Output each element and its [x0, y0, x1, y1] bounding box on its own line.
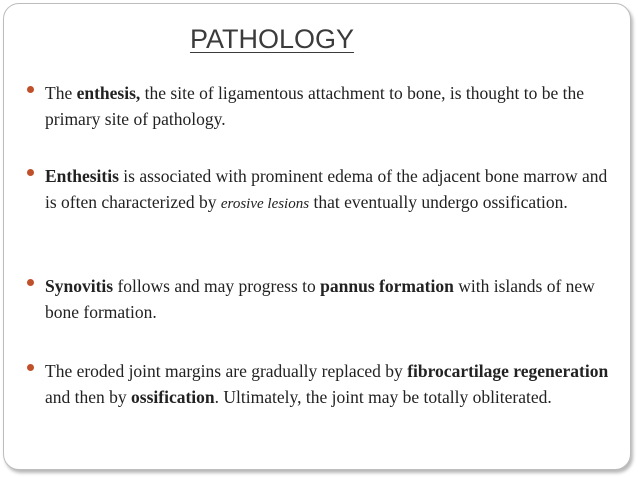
slide-title: [0, 22, 544, 56]
bullet-segment: fibrocartilage regeneration: [407, 361, 609, 381]
bullet-segment: enthesis,: [76, 83, 141, 103]
slide-title-text: PATHOLOGY: [189, 24, 355, 54]
bullet-segment: Synovitis: [45, 276, 114, 296]
bullet-segment: Enthesitis: [45, 166, 119, 186]
bullet-segment: ossification: [131, 387, 215, 407]
bullet-text: [45, 80, 615, 132]
bullet-segment: and then by: [45, 387, 132, 407]
bullet-dot-icon: [27, 279, 34, 286]
bullet-segment: with islands of new bone formation.: [45, 276, 595, 322]
bullet-dot-icon: [27, 86, 34, 93]
bullet-text: [45, 163, 615, 217]
bullet-text: [45, 273, 615, 325]
bullet-segment: pannus formation: [320, 276, 454, 296]
bullet-segment: The eroded joint margins are gradually replaced by: [45, 361, 408, 381]
bullet-dot-icon: [27, 364, 34, 371]
bullet-segment: erosive lesions: [220, 196, 310, 212]
bullet-segment: is associated with prominent edema of the adjacent bone marrow and is often characterized by: [45, 166, 608, 212]
bullet-segment: The: [45, 83, 77, 103]
bullet-segment: the site of ligamentous attachment to bone, is thought to be the primary site of pathology.: [45, 83, 585, 129]
bullet-dot-icon: [27, 169, 34, 176]
bullet-segment: . Ultimately, the joint may be totally obliterated.: [214, 387, 552, 407]
bullet-segment: follows and may progress to: [113, 276, 321, 296]
bullet-text: [45, 358, 615, 410]
bullet-segment: that eventually undergo ossification.: [309, 192, 568, 212]
